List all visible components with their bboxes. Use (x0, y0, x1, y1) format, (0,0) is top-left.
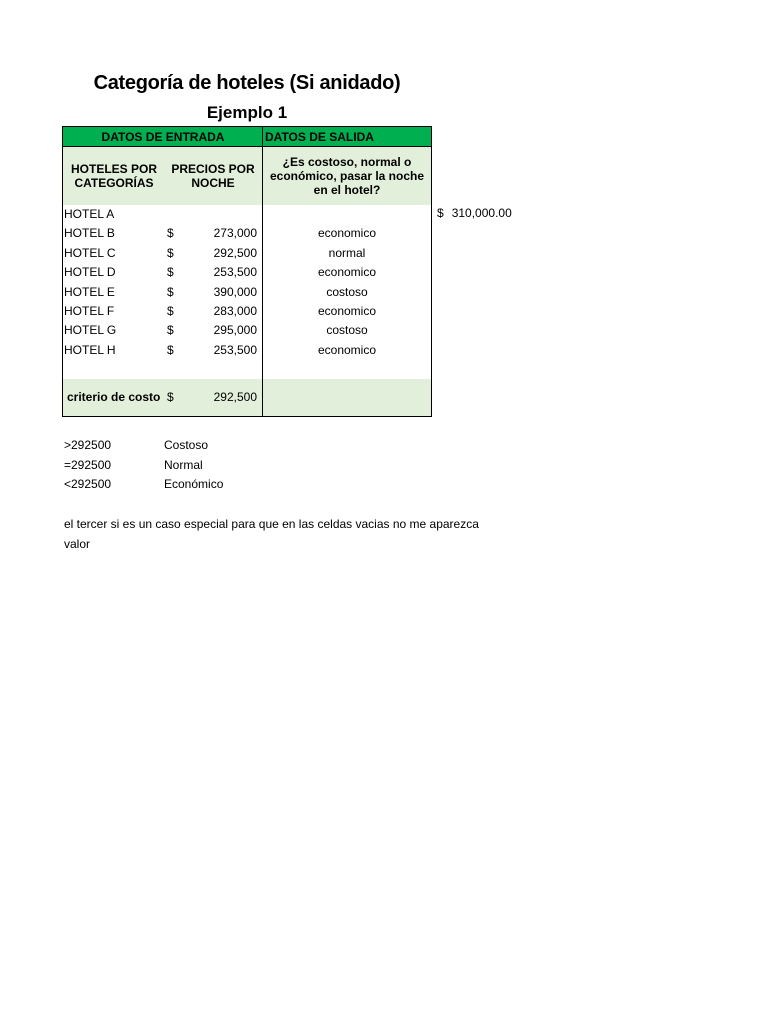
currency-symbol: $ (167, 245, 174, 260)
prices-column-header: PRECIOS POR NOCHE (171, 162, 255, 190)
table-row (63, 224, 431, 243)
question-column-header: ¿Es costoso, normal o económico, pasar la noche en el hotel? (269, 155, 425, 197)
criterion-row (63, 379, 263, 416)
legend-item (64, 456, 203, 475)
table-row (63, 263, 431, 282)
hotel-name: HOTEL H (64, 342, 116, 357)
hotel-category-result: economico (317, 304, 377, 318)
hotel-name: HOTEL A (64, 207, 115, 221)
page-title: Categoría de hoteles (Si anidado) (93, 72, 401, 94)
hotel-price: 295,000 (213, 323, 257, 338)
currency-symbol: $ (167, 265, 174, 280)
legend-label: Económico (164, 477, 224, 492)
output-section-header: DATOS DE SALIDA (263, 127, 431, 147)
legend-condition: >292500 (64, 438, 112, 452)
currency-symbol: $ (437, 206, 444, 220)
legend-item (64, 475, 224, 494)
hotel-name: HOTEL G (64, 323, 117, 338)
currency-symbol: $ (167, 226, 174, 241)
hotel-category-result: costoso (326, 323, 368, 338)
hotel-price: 292,500 (213, 245, 257, 260)
table-row (63, 205, 431, 224)
hotel-name: HOTEL E (64, 284, 115, 299)
currency-symbol: $ (167, 323, 174, 338)
input-section-header: DATOS DE ENTRADA (63, 127, 263, 147)
hotel-price: 253,500 (213, 265, 257, 280)
currency-symbol: $ (167, 284, 174, 299)
hotel-name: HOTEL C (64, 245, 116, 260)
hotel-price: 283,000 (213, 304, 257, 318)
hotel-name: HOTEL D (64, 265, 116, 280)
currency-symbol: $ (167, 304, 174, 318)
table-row (63, 302, 431, 321)
hotel-category-result: costoso (326, 284, 368, 299)
currency-symbol: $ (167, 342, 174, 357)
hotel-category-result: economico (317, 226, 377, 241)
hotel-name: HOTEL F (64, 304, 115, 318)
table-row (63, 244, 431, 263)
table-row (63, 283, 431, 302)
legend-label: Normal (164, 457, 203, 472)
hotel-price: 273,000 (213, 226, 257, 241)
criterion-label: criterio de costo (67, 390, 161, 404)
currency-symbol: $ (167, 390, 174, 404)
legend-condition: =292500 (64, 457, 112, 472)
hotel-category-result: normal (328, 245, 366, 260)
hotels-column-header: HOTELES POR CATEGORÍAS (70, 162, 157, 190)
explanation-note: el tercer si es un caso especial para que en las celdas vacias no me aparezca valor (64, 517, 479, 551)
hotel-table (62, 126, 432, 417)
hotel-category-result: economico (317, 342, 377, 357)
hotel-category-result: economico (317, 265, 377, 280)
example-subtitle: Ejemplo 1 (206, 103, 288, 122)
hotel-price: 253,500 (213, 342, 257, 357)
criterion-value: 292,500 (213, 390, 257, 404)
legend-item (64, 436, 209, 455)
table-row (63, 321, 431, 340)
side-value (437, 204, 512, 223)
hotel-price: 390,000 (213, 284, 257, 299)
legend-condition: <292500 (64, 477, 112, 492)
legend-label: Costoso (164, 438, 209, 452)
side-value-amount: 310,000.00 (451, 206, 512, 220)
hotel-name: HOTEL B (64, 226, 115, 241)
table-row (63, 341, 431, 360)
